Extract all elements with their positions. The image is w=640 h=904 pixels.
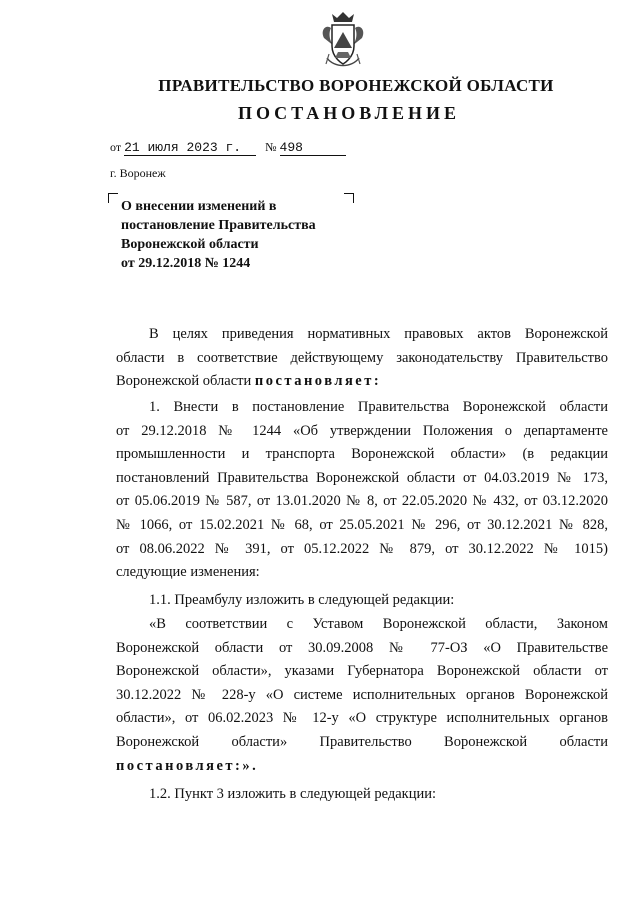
text-line: области», от 06.02.2023 № 12-у «О структуре исполнительных органов: [116, 710, 608, 727]
text-line: [116, 755, 608, 779]
text-line: следующие изменения:: [116, 564, 260, 581]
number-prefix: №: [265, 140, 277, 154]
coat-of-arms-emblem: [318, 8, 368, 74]
subject-corner-left: [108, 193, 118, 203]
text-line: области в соответствие действующему законодательству Правительство: [116, 349, 608, 366]
city-line: г. Воронеж: [110, 166, 166, 180]
date-number-line: [110, 140, 346, 156]
subject-line: постановление Правительства: [121, 218, 316, 233]
text-line: № 1066, от 15.02.2021 № 68, от 25.05.2021 № 296, от 30.12.2021 № 828,: [116, 516, 608, 533]
text-line: Воронежской области», указами Губернатора Воронежской области от: [116, 663, 608, 680]
text-line: В целях приведения нормативных правовых актов Воронежской: [149, 326, 608, 342]
text-line: промышленности и транспорта Воронежской области» (в редакции: [116, 446, 608, 463]
text-line: 1. Внести в постановление Правительства Воронежской области: [149, 399, 608, 415]
organization-name: ПРАВИТЕЛЬСТВО ВОРОНЕЖСКОЙ ОБЛАСТИ: [158, 76, 554, 95]
text-line: постановлений Правительства Воронежской области от 04.03.2019 № 173,: [116, 469, 608, 486]
text-line: от 29.12.2018 № 1244 «Об утверждении Положения о департаменте: [116, 422, 608, 439]
paragraph-item-1-1: [116, 589, 608, 613]
text-line: 1.2. Пункт 3 изложить в следующей редакции:: [149, 786, 437, 802]
document-date: 21 июля 2023 г.: [124, 141, 256, 156]
paragraph-item-1-2: [116, 783, 608, 807]
text-line: «В соответствии с Уставом Воронежской области, Законом: [149, 616, 608, 632]
text-line: 30.12.2022 № 228-у «О системе исполнительных органов Воронежской: [116, 686, 608, 703]
paragraph-item-1: [116, 396, 608, 585]
text-line: от 08.06.2022 № 391, от 05.12.2022 № 879, от 30.12.2022 № 1015): [116, 540, 608, 557]
paragraph-preamble: [116, 323, 608, 394]
spaced-verb: постановляет:».: [116, 757, 259, 774]
document-type: ПОСТАНОВЛЕНИЕ: [237, 103, 461, 123]
paragraph-preamble-quote: [116, 613, 608, 778]
document-subject: [121, 197, 351, 273]
document-number: 498: [280, 141, 346, 156]
date-prefix: от: [110, 140, 122, 154]
subject-line: Воронежской области: [121, 237, 259, 252]
text-line: от 05.06.2019 № 587, от 13.01.2020 № 8, от 22.05.2020 № 432, от 03.12.2020: [116, 493, 608, 510]
text-line: 1.1. Преамбулу изложить в следующей редакции:: [149, 592, 455, 608]
subject-line: от 29.12.2018 № 1244: [121, 256, 251, 271]
subject-line: О внесении изменений в: [121, 199, 277, 214]
spaced-verb: постановляет:: [254, 373, 382, 390]
text-line: Воронежской области постановляет:: [116, 373, 382, 390]
text-line: Воронежской области» Правительство Воронежской области: [116, 733, 608, 750]
text-line: Воронежской области от 30.09.2008 № 77-ОЗ «О Правительстве: [116, 639, 608, 656]
